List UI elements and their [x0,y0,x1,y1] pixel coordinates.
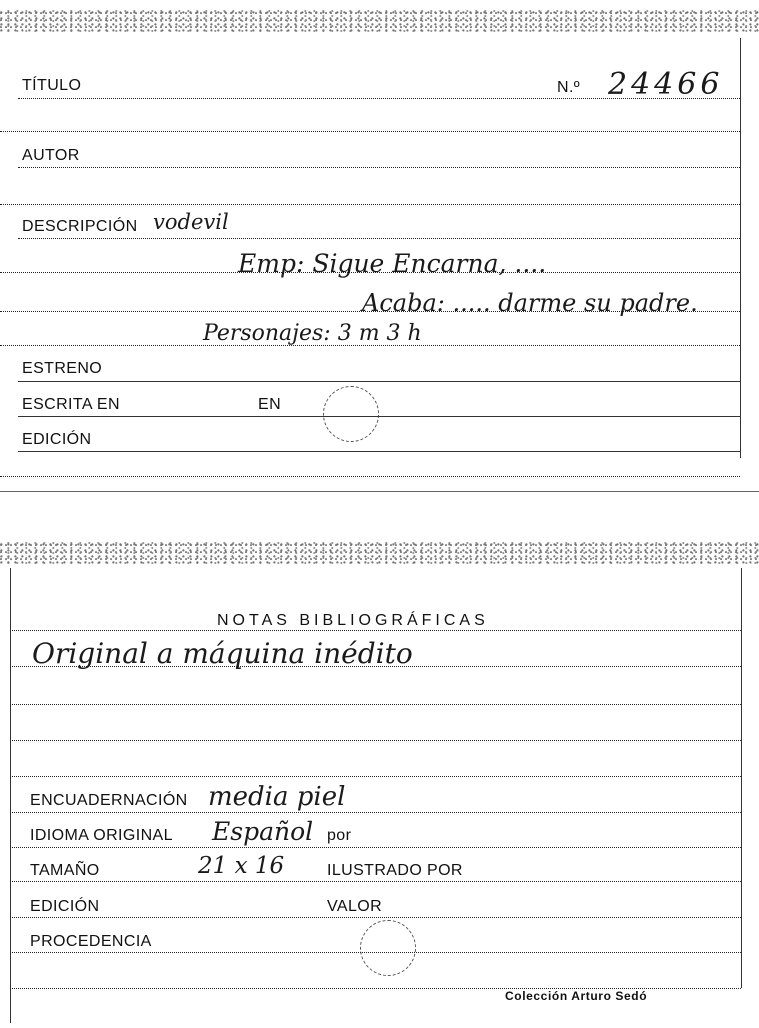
escrita-rule [18,416,740,417]
scan-edge-texture [0,10,759,32]
circular-stamp [360,920,416,976]
scan-edge-texture [0,542,759,564]
valor-label: VALOR [327,898,383,915]
edicion-label: EDICIÓN [30,898,100,915]
card-left-border [10,568,11,1023]
catalog-card-back [0,540,759,1028]
numero-value: 24466 [608,67,724,102]
circular-stamp [323,386,379,442]
encuadernacion-rule [10,812,741,813]
idioma-label: IDIOMA ORIGINAL [30,827,173,844]
notas-heading: NOTAS BIBLIOGRÁFICAS [217,612,489,629]
descripcion-rule [18,238,740,239]
encuadernacion-label: ENCUADERNACIÓN [30,792,188,809]
estreno-label: ESTRENO [22,360,103,377]
idioma-rule [10,847,741,848]
idioma-value: Español [212,817,314,846]
procedencia-rule [10,952,741,953]
ilustrado-label: ILUSTRADO POR [327,862,463,879]
edicion-rule [10,917,741,918]
blank-rule-2 [0,204,740,205]
encuadernacion-value: media piel [208,782,346,812]
titulo-rule [18,98,740,99]
estreno-rule [18,381,740,382]
escrita-en-label: ESCRITA EN [22,396,120,413]
notas-line-4 [10,776,741,777]
card-cut-line [0,491,759,492]
bottom-rule [0,476,740,477]
procedencia-label: PROCEDENCIA [30,933,152,950]
notas-line-1 [10,666,741,667]
tamano-value: 21 x 16 [198,853,285,879]
notas-line-2 [10,704,741,705]
descripcion-value: vodevil [153,210,229,234]
catalog-card-front [0,0,759,492]
notas-value: Original a máquina inédito [32,637,413,670]
notas-rule [10,630,741,631]
handwritten-explicit: Acaba: ..... darme su padre. [362,289,698,317]
blank-rule-5 [0,345,740,346]
edicion-label: EDICIÓN [22,431,92,448]
tamano-label: TAMAÑO [30,862,100,879]
en-label: EN [258,396,282,413]
handwritten-incipit: Emp: Sigue Encarna, .... [238,249,547,278]
handwritten-personajes: Personajes: 3 m 3 h [203,321,422,346]
card-right-border [740,38,741,458]
blank-rule-1 [0,131,740,132]
numero-label: N.º [557,79,581,96]
por-label: por [327,827,352,844]
notas-line-3 [10,740,741,741]
autor-label: AUTOR [22,147,80,164]
autor-rule [18,167,740,168]
blank-rule-4 [0,311,740,312]
card-right-border [741,568,742,988]
edicion-rule [18,451,740,452]
coleccion-credit: Colección Arturo Sedó [505,989,648,1003]
tamano-rule [10,881,741,882]
descripcion-label: DESCRIPCIÓN [22,218,138,235]
titulo-label: TÍTULO [22,77,82,94]
blank-rule-3 [0,272,740,273]
